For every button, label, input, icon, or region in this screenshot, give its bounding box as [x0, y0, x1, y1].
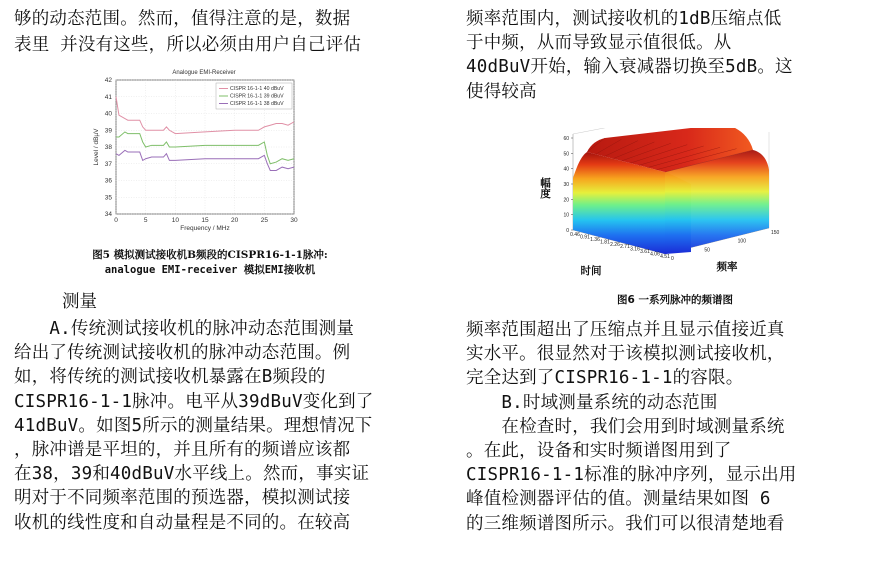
right-top-line-2: 于中频，从而导致显示值很低。从 [466, 33, 732, 54]
figure-6-time-tick: 2.26 [610, 241, 620, 248]
figure-6-z-tick: 10 [563, 212, 569, 219]
left-body-line-4: CISPR16-1-1脉冲。电平从39dBuV变化到了 [14, 391, 374, 412]
figure-6-time-tick: 3.61 [640, 249, 650, 256]
right-top-line-4: 使得较高 [466, 81, 537, 102]
right-body-line-1: 频率范围超出了压缩点并且显示值接近真 [466, 320, 785, 340]
figure-6 [525, 128, 793, 288]
figure-6-time-tick: 4.06 [650, 251, 660, 258]
figure-5-y-tick: 40 [104, 110, 112, 118]
figure-5-y-tick: 41 [104, 93, 112, 101]
figure-6-z-label: 幅度 [539, 177, 551, 199]
left-body-line-1: A.传统测试接收机的脉冲动态范围测量 [14, 319, 355, 339]
right-body-line-2: 实水平。很显然对于该模拟测试接收机， [466, 344, 785, 365]
figure-5-y-tick: 34 [104, 211, 112, 218]
figure-6-time-tick: 2.71 [620, 244, 630, 251]
figure-6-caption: 图6 一系列脉冲的频谱图 [617, 294, 733, 306]
right-top-line-3: 40dBuV开始，输入衰减器切换至5dB。这 [466, 57, 793, 78]
figure-6-time-tick: 0.46 [570, 232, 580, 238]
figure-5-x-label: Frequency / MHz [180, 225, 230, 232]
figure-5-x-tick: 0 [114, 217, 118, 224]
figure-5-title: Analogue EMI-Receiver [172, 70, 236, 76]
figure-6-time-tick: 3.16 [630, 246, 640, 253]
right-top-line-1: 频率范围内，测试接收机的1dB压缩点低 [466, 9, 782, 29]
left-body [14, 290, 430, 535]
figure-6-time-tick: 4.51 [660, 254, 670, 260]
figure-5-x-tick: 5 [143, 217, 148, 224]
figure-5-y-tick: 37 [104, 160, 112, 168]
figure-5-x-tick: 15 [201, 217, 209, 224]
right-body-line-5: 在检查时，我们会用到时域测量系统 [466, 416, 785, 437]
figure-5 [84, 66, 306, 244]
right-body-line-3: 完全达到了CISPR16-1-1的容限。 [466, 368, 744, 389]
figure-5-legend-entry-2: CISPR 16-1-1 39 dBuV [230, 93, 284, 100]
right-body-line-4: B.时域测量系统的动态范围 [466, 392, 718, 413]
right-top-text [466, 7, 866, 104]
figure-5-legend-entry-1: CISPR 16-1-1 40 dBuV [230, 86, 284, 92]
figure-6-freq-tick: 50 [704, 247, 710, 254]
figure-6-time-tick: 1.36 [590, 236, 600, 243]
figure-5-y-tick: 36 [104, 177, 112, 185]
figure-5-caption-line-1: 图5 模拟测试接收机B频段的CISPR16-1-1脉冲: [92, 249, 328, 261]
figure-6-time-label: 时间 [580, 265, 602, 277]
right-body-line-8: 峰值检测器评估的值。测量结果如图 6 [466, 489, 771, 510]
figure-5-legend-entry-3: CISPR 16-1-1 38 dBuV [230, 101, 284, 107]
figure-6-z-tick: 50 [563, 151, 569, 158]
figure-6-freq-tick: 100 [737, 238, 747, 245]
figure-6-freq-label: 频率 [716, 261, 738, 273]
figure-5-x-tick: 10 [171, 217, 179, 224]
right-top-lines [466, 7, 866, 104]
figure-5-y-label: Level / dBµV [93, 128, 100, 166]
figure-5-x-tick: 25 [260, 217, 268, 224]
left-body-text [14, 317, 430, 535]
left-body-line-3: 如，将传统的测试接收机暴露在B频段的 [14, 367, 326, 388]
figure-6-time-tick: 1.81 [600, 239, 610, 246]
left-body-line-9: 收机的线性度和自动量程是不同的。在较高 [14, 512, 351, 533]
left-body-line-6: ，脉冲谱是平坦的，并且所有的频谱应该都 [14, 440, 351, 461]
figure-5-x-tick: 20 [231, 217, 239, 224]
figure-6-z-tick: 40 [563, 166, 569, 173]
left-body-line-7: 在38，39和40dBuV水平线上。然而，事实证 [14, 464, 370, 485]
figure-5-y-tick: 35 [104, 194, 112, 202]
right-body-text [466, 318, 866, 536]
right-body [466, 318, 866, 536]
section-heading: 测量 [62, 292, 97, 312]
figure-5-caption-line-2: analogue EMI-receiver 模拟EMI接收机 [104, 264, 316, 276]
figure-5-chart [84, 66, 306, 244]
figure-6-z-tick: 30 [563, 182, 569, 188]
figure-6-chart [525, 128, 793, 288]
right-body-line-9: 的三维频谱图所示。我们可以很清楚地看 [466, 513, 785, 534]
right-body-line-7: CISPR16-1-1标准的脉冲序列，显示出用 [466, 465, 797, 486]
left-body-line-2: 给出了传统测试接收机的脉冲动态范围。例 [14, 343, 351, 364]
left-top-line-1: 够的动态范围。然而，值得注意的是，数据 [14, 9, 351, 29]
left-body-line-5: 41dBuV。如图5所示的测量结果。理想情况下 [14, 415, 373, 436]
figure-6-freq-tick: 0 [671, 256, 674, 262]
figure-5-y-tick: 38 [104, 144, 112, 151]
figure-6-freq-tick: 150 [771, 230, 780, 236]
figure-6-time-tick: 0.91 [580, 234, 590, 241]
right-body-line-6: 。在此，设备和实时频谱图用到了 [466, 441, 732, 462]
figure-6-z-tick: 60 [563, 136, 569, 142]
left-top-line-2: 表里 并没有这些，所以必须由用户自己评估 [14, 35, 362, 55]
figure-5-y-tick: 42 [104, 77, 112, 84]
figure-5-y-tick: 39 [104, 127, 112, 135]
figure-6-z-tick: 0 [566, 228, 569, 234]
left-body-line-8: 明对于不同频率范围的预选器，模拟测试接 [14, 488, 351, 509]
figure-6-z-tick: 20 [563, 197, 569, 204]
figure-5-x-tick: 30 [290, 217, 298, 224]
